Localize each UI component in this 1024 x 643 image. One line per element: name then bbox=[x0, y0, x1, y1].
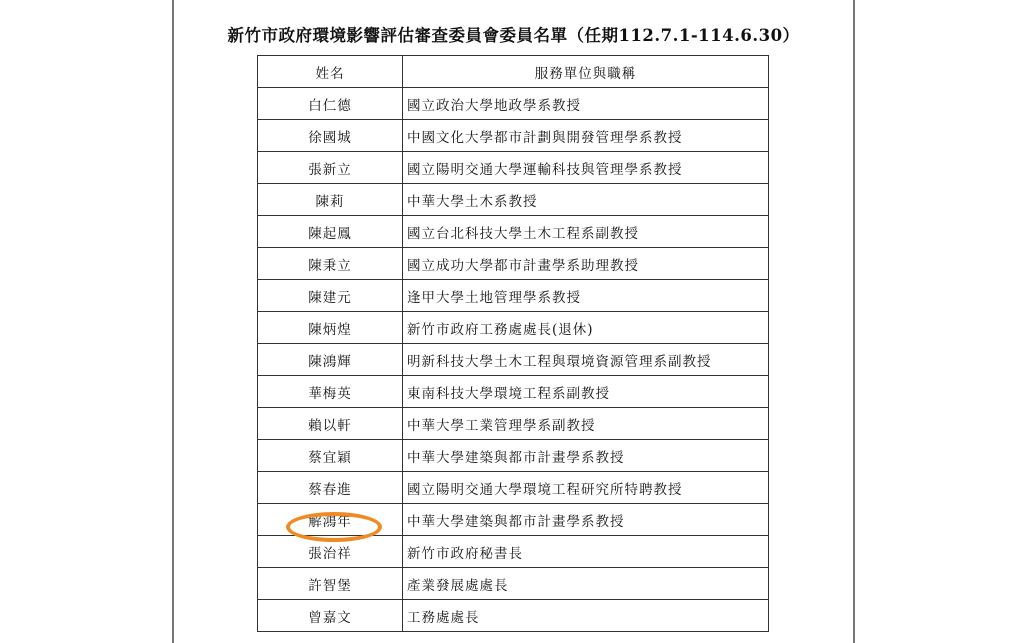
member-name: 陳秉立 bbox=[258, 248, 403, 280]
member-position: 新竹市政府秘書長 bbox=[403, 536, 769, 568]
member-position: 國立政治大學地政學系教授 bbox=[403, 88, 769, 120]
table-row bbox=[258, 472, 769, 504]
table-row bbox=[258, 344, 769, 376]
member-position: 中國文化大學都市計劃與開發管理學系教授 bbox=[403, 120, 769, 152]
member-position: 中華大學建築與都市計畫學系教授 bbox=[403, 440, 769, 472]
table-row bbox=[258, 152, 769, 184]
table-row bbox=[258, 568, 769, 600]
table-row bbox=[258, 120, 769, 152]
member-name: 許智堡 bbox=[258, 568, 403, 600]
committee-table bbox=[257, 55, 769, 632]
member-position: 東南科技大學環境工程系副教授 bbox=[403, 376, 769, 408]
table-header-row bbox=[258, 56, 769, 88]
member-name: 陳建元 bbox=[258, 280, 403, 312]
member-name: 白仁德 bbox=[258, 88, 403, 120]
header-name: 姓名 bbox=[258, 56, 403, 88]
member-name: 徐國城 bbox=[258, 120, 403, 152]
member-position: 明新科技大學土木工程與環境資源管理系副教授 bbox=[403, 344, 769, 376]
table-row bbox=[258, 312, 769, 344]
highlight-oval bbox=[286, 512, 382, 542]
member-position: 中華大學建築與都市計畫學系教授 bbox=[403, 504, 769, 536]
member-name: 解鴻年 bbox=[258, 504, 403, 536]
member-name: 張治祥 bbox=[258, 536, 403, 568]
member-name: 賴以軒 bbox=[258, 408, 403, 440]
member-position: 國立陽明交通大學運輸科技與管理學系教授 bbox=[403, 152, 769, 184]
member-name: 張新立 bbox=[258, 152, 403, 184]
table-row bbox=[258, 600, 769, 632]
member-name: 陳莉 bbox=[258, 184, 403, 216]
member-name: 陳鴻輝 bbox=[258, 344, 403, 376]
document-page bbox=[172, 0, 855, 643]
member-name: 曾嘉文 bbox=[258, 600, 403, 632]
table-row bbox=[258, 248, 769, 280]
member-position: 國立台北科技大學土木工程系副教授 bbox=[403, 216, 769, 248]
table-row bbox=[258, 408, 769, 440]
member-position: 國立陽明交通大學環境工程研究所特聘教授 bbox=[403, 472, 769, 504]
table-row bbox=[258, 88, 769, 120]
member-name: 蔡宜穎 bbox=[258, 440, 403, 472]
header-position: 服務單位與職稱 bbox=[403, 56, 769, 88]
member-position: 國立成功大學都市計畫學系助理教授 bbox=[403, 248, 769, 280]
member-name: 陳起鳳 bbox=[258, 216, 403, 248]
document-title: 新竹市政府環境影響評估審查委員會委員名單（任期112.7.1-114.6.30） bbox=[227, 26, 800, 45]
member-name: 陳炳煌 bbox=[258, 312, 403, 344]
table-row bbox=[258, 280, 769, 312]
table-row bbox=[258, 376, 769, 408]
member-name: 蔡春進 bbox=[258, 472, 403, 504]
member-position: 工務處處長 bbox=[403, 600, 769, 632]
table-row bbox=[258, 440, 769, 472]
member-position: 產業發展處處長 bbox=[403, 568, 769, 600]
member-position: 逢甲大學土地管理學系教授 bbox=[403, 280, 769, 312]
table-row bbox=[258, 216, 769, 248]
table-row bbox=[258, 184, 769, 216]
member-position: 中華大學工業管理學系副教授 bbox=[403, 408, 769, 440]
member-position: 中華大學土木系教授 bbox=[403, 184, 769, 216]
member-position: 新竹市政府工務處處長(退休) bbox=[403, 312, 769, 344]
member-name: 華梅英 bbox=[258, 376, 403, 408]
